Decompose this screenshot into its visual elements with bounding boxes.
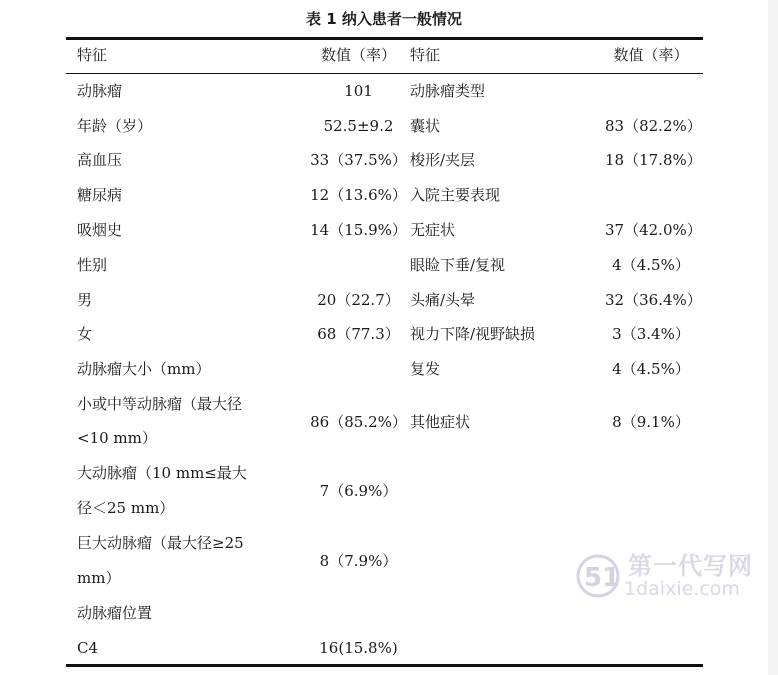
table-row-value: 4（4.5%） [612,256,690,274]
watermark-logo-text: 51 [584,563,621,593]
table-row-label: 高血压 [77,151,123,169]
table-row-value: 4（4.5%） [612,360,690,378]
table-row-label: 囊状 [410,117,441,135]
table-row-label: C4 [77,639,99,657]
table-row-label: 性别 [77,256,108,274]
table-row-value: 101 [344,82,373,100]
table-row-label: 吸烟史 [77,221,123,239]
table-row-label: 男 [77,291,93,309]
table-row-value: 3（3.4%） [612,325,690,343]
table-row-value: 18（17.8%） [605,151,702,169]
table-row-label: 年龄（岁） [77,117,153,135]
table-row-label: 动脉瘤位置 [77,604,153,622]
table-row-label-cont: 径＜25 mm） [77,499,175,517]
table-row-label: 梭形/夹层 [410,151,476,169]
header-value-left: 数值（率） [320,46,396,64]
table-row-label: 头痛/头晕 [410,291,476,309]
table-row-label: 入院主要表现 [410,186,501,204]
watermark [574,548,774,604]
table-row-value: 33（37.5%） [310,151,407,169]
table-caption: 表 1 纳入患者一般情况 [306,10,462,28]
table-row-label: 糖尿病 [77,186,123,204]
table-row-label: 女 [77,325,93,343]
table-row-value: 14（15.9%） [310,221,407,239]
table-row-label: 眼睑下垂/复视 [410,256,506,274]
header-value-right: 数值（率） [613,46,689,64]
table-row-value: 52.5±9.2 [323,117,394,135]
table-row-value: 8（7.9%） [319,552,398,570]
table-row-value: 83（82.2%） [605,117,702,135]
table-row-label: 动脉瘤 [77,82,123,100]
table-row-label: 其他症状 [410,413,471,431]
table-row-label: 巨大动脉瘤（最大径≥25 [77,534,244,552]
table-row-label: 大动脉瘤（10 mm≤最大 [77,464,247,482]
table-row-label: 视力下降/视野缺损 [410,325,536,343]
table-row-value: 16(15.8%) [319,639,398,657]
table-row-value: 8（9.1%） [612,413,690,431]
table-row-value: 32（36.4%） [605,291,702,309]
header-feature-right: 特征 [410,46,441,64]
table-row-value: 37（42.0%） [605,221,702,239]
watermark-cn: 第一代写网 [628,552,753,580]
table-row-label: 动脉瘤类型 [410,82,486,100]
table-row-label: 无症状 [410,221,456,239]
watermark-logo-icon [574,550,622,600]
table-row-value: 12（13.6%） [310,186,407,204]
watermark-en: 1daixie.com [624,578,740,600]
table-row-value: 86（85.2%） [310,413,407,431]
table-row-label-cont: mm） [77,569,121,587]
header-feature-left: 特征 [77,46,108,64]
table-row-label-cont: <10 mm） [77,429,157,447]
table-row-label: 动脉瘤大小（mm） [77,360,211,378]
table-row-label: 复发 [410,360,441,378]
table-row-label: 小或中等动脉瘤（最大径 [77,395,243,413]
table-row-value: 7（6.9%） [319,482,398,500]
table-row-value: 68（77.3） [317,325,400,343]
table-row-value: 20（22.7） [317,291,400,309]
